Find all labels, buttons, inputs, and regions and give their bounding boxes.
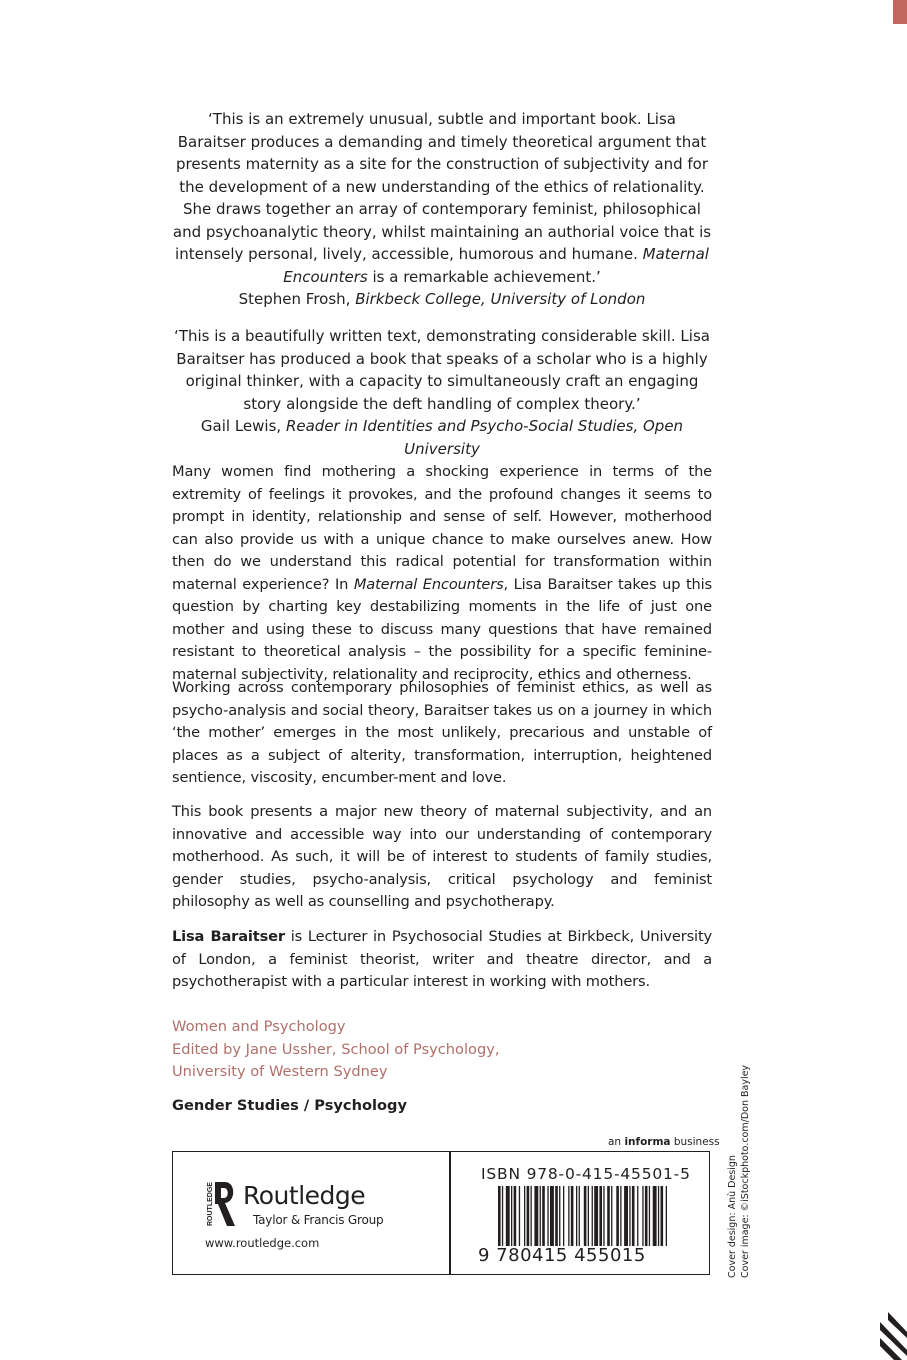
quote-attribution: Gail Lewis, Reader in Identities and Psycho-Social Studies, Open University — [200, 417, 684, 458]
barcode-bar — [563, 1186, 564, 1246]
barcode-bar — [653, 1186, 657, 1246]
barcode-bar — [502, 1186, 503, 1246]
endorsement-quote-1 — [172, 108, 712, 311]
barcode-bar — [527, 1186, 530, 1246]
cover-image-credit: Cover image: ©iStockphoto.com/Don Bayley — [740, 1064, 751, 1278]
barcode-bar — [629, 1186, 630, 1246]
barcode-bar — [579, 1186, 580, 1246]
blurb-paragraph-3: This book presents a major new theory of maternal subjectivity, and an innovative and accessible way into our understanding of contemporary motherhood. As such, it will be of interest to students of family studies, gender studies, psycho-analysis, critical psychology and feminist philosophy as well as counselling and psychotherapy. — [172, 803, 712, 910]
barcode-bar — [616, 1186, 619, 1246]
barcode-bar — [624, 1186, 628, 1246]
publisher-website: www.routledge.com — [205, 1236, 320, 1250]
barcode-bar — [514, 1186, 517, 1246]
barcode-digits: 9 780415 455015 — [478, 1245, 646, 1266]
barcode-bar — [666, 1186, 667, 1246]
barcode-bar — [637, 1186, 638, 1246]
quote-text: ‘This is a beautifully written text, demonstrating considerable skill. Lisa Baraitser has produced a book that speaks of a scholar who is a highly original thinker, with a capacity to simultaneously craft an engaging story alongside the deft handling of complex theory.’ — [174, 327, 710, 413]
barcode-bar — [524, 1186, 525, 1246]
box-divider — [449, 1152, 451, 1274]
barcode-bar — [584, 1186, 587, 1246]
barcode-bar — [550, 1186, 554, 1246]
quote-attribution: Stephen Frosh, Birkbeck College, University of London — [238, 290, 646, 308]
barcode-bar — [571, 1186, 574, 1246]
barcode-bar — [645, 1186, 648, 1246]
blurb-paragraph-1: Many women find mothering a shocking experience in terms of the extremity of feelings it provokes, and the profound changes it seems to prompt in identity, relationship and sense of self. However, motherhood can also provide us with a unique chance to make ourselves anew. How then do we understand this radical potential for transformation within maternal experience? In Maternal Encounters, Lisa Baraitser takes up this question by charting key destabilizing moments in the life of just one mother and using these to discuss many questions that have remained resistant to theoretical analysis – the possibility for a specific feminine-maternal subjectivity, relationality and reciprocity, ethics and otherness. — [172, 463, 712, 683]
taylor-francis-group: Taylor & Francis Group — [253, 1213, 384, 1227]
barcode-bar — [611, 1186, 612, 1246]
barcode-bar — [540, 1186, 541, 1246]
author-name: Lisa Baraitser — [172, 928, 285, 945]
author-bio: Lisa Baraitser is Lecturer in Psychosocial Studies at Birkbeck, University of London, a feminist theorist, writer and theatre director, and a psychotherapist with a particular interest in working with mothers. — [172, 928, 712, 990]
subject-category: Gender Studies / Psychology — [172, 1097, 407, 1114]
series-editor-line-2: University of Western Sydney — [172, 1063, 388, 1080]
barcode-bar — [555, 1186, 558, 1246]
barcode-bar — [531, 1186, 532, 1246]
routledge-logo-icon — [203, 1180, 239, 1228]
barcode-bar — [599, 1186, 602, 1246]
barcode-bar — [506, 1186, 510, 1246]
barcode-bar — [620, 1186, 621, 1246]
cover-credits — [726, 1064, 752, 1278]
barcode-bar — [511, 1186, 512, 1246]
barcode-bar — [498, 1186, 501, 1246]
endorsement-quote-2 — [172, 325, 712, 460]
barcode-bar — [547, 1186, 548, 1246]
series-info — [172, 1016, 500, 1084]
informa-business-tag: an informa business — [608, 1136, 720, 1148]
barcode-bar — [594, 1186, 598, 1246]
cover-design-credit: Cover design: Anù Design — [727, 1155, 738, 1278]
barcode-bar — [642, 1186, 643, 1246]
barcode-bar — [603, 1186, 604, 1246]
series-editor-line-1: Edited by Jane Ussher, School of Psychology, — [172, 1040, 500, 1058]
barcode-bar — [592, 1186, 593, 1246]
blurb-paragraph-2: Working across contemporary philosophies of feminist ethics, as well as psycho-analysis and social theory, Baraitser takes us on a journey in which ‘the mother’ emerges in the most unlikely, precarious and unstable of places as a subject of alterity, transformation, interruption, heightened sentience, viscosity, encumber-ment and love. — [172, 679, 712, 786]
corner-color-tab — [893, 0, 907, 24]
corner-crop-mark-icon — [880, 1312, 907, 1360]
barcode — [498, 1186, 668, 1252]
barcode-bar — [542, 1186, 545, 1246]
barcode-bar — [661, 1186, 664, 1246]
publisher-barcode-box — [172, 1151, 710, 1275]
barcode-bar — [607, 1186, 610, 1246]
series-name: Women and Psychology — [172, 1018, 346, 1035]
barcode-bar — [649, 1186, 650, 1246]
barcode-bar — [632, 1186, 635, 1246]
barcode-bar — [658, 1186, 659, 1246]
barcode-bar — [519, 1186, 520, 1246]
routledge-vertical-text: ROUTLEDGE — [207, 1182, 214, 1226]
routledge-wordmark: Routledge — [243, 1181, 366, 1210]
barcode-bar — [559, 1186, 560, 1246]
barcode-bar — [588, 1186, 589, 1246]
quote-text: ‘This is an extremely unusual, subtle and important book. Lisa Baraitser produces a demanding and timely theoretical argument that presents maternity as a site for the construction of subjectivity and for the development of a new understanding of the ethics of relationality. She draws together an array of contemporary feminist, philosophical and psychoanalytic theory, whilst maintaining an authorial voice that is intensely personal, lively, accessible, humorous and humane. Maternal Encounters is a remarkable achievement.’ — [172, 110, 712, 286]
barcode-bar — [576, 1186, 577, 1246]
isbn-label: ISBN 978-0-415-45501-5 — [481, 1165, 691, 1183]
barcode-bar — [534, 1186, 538, 1246]
barcode-bar — [568, 1186, 569, 1246]
